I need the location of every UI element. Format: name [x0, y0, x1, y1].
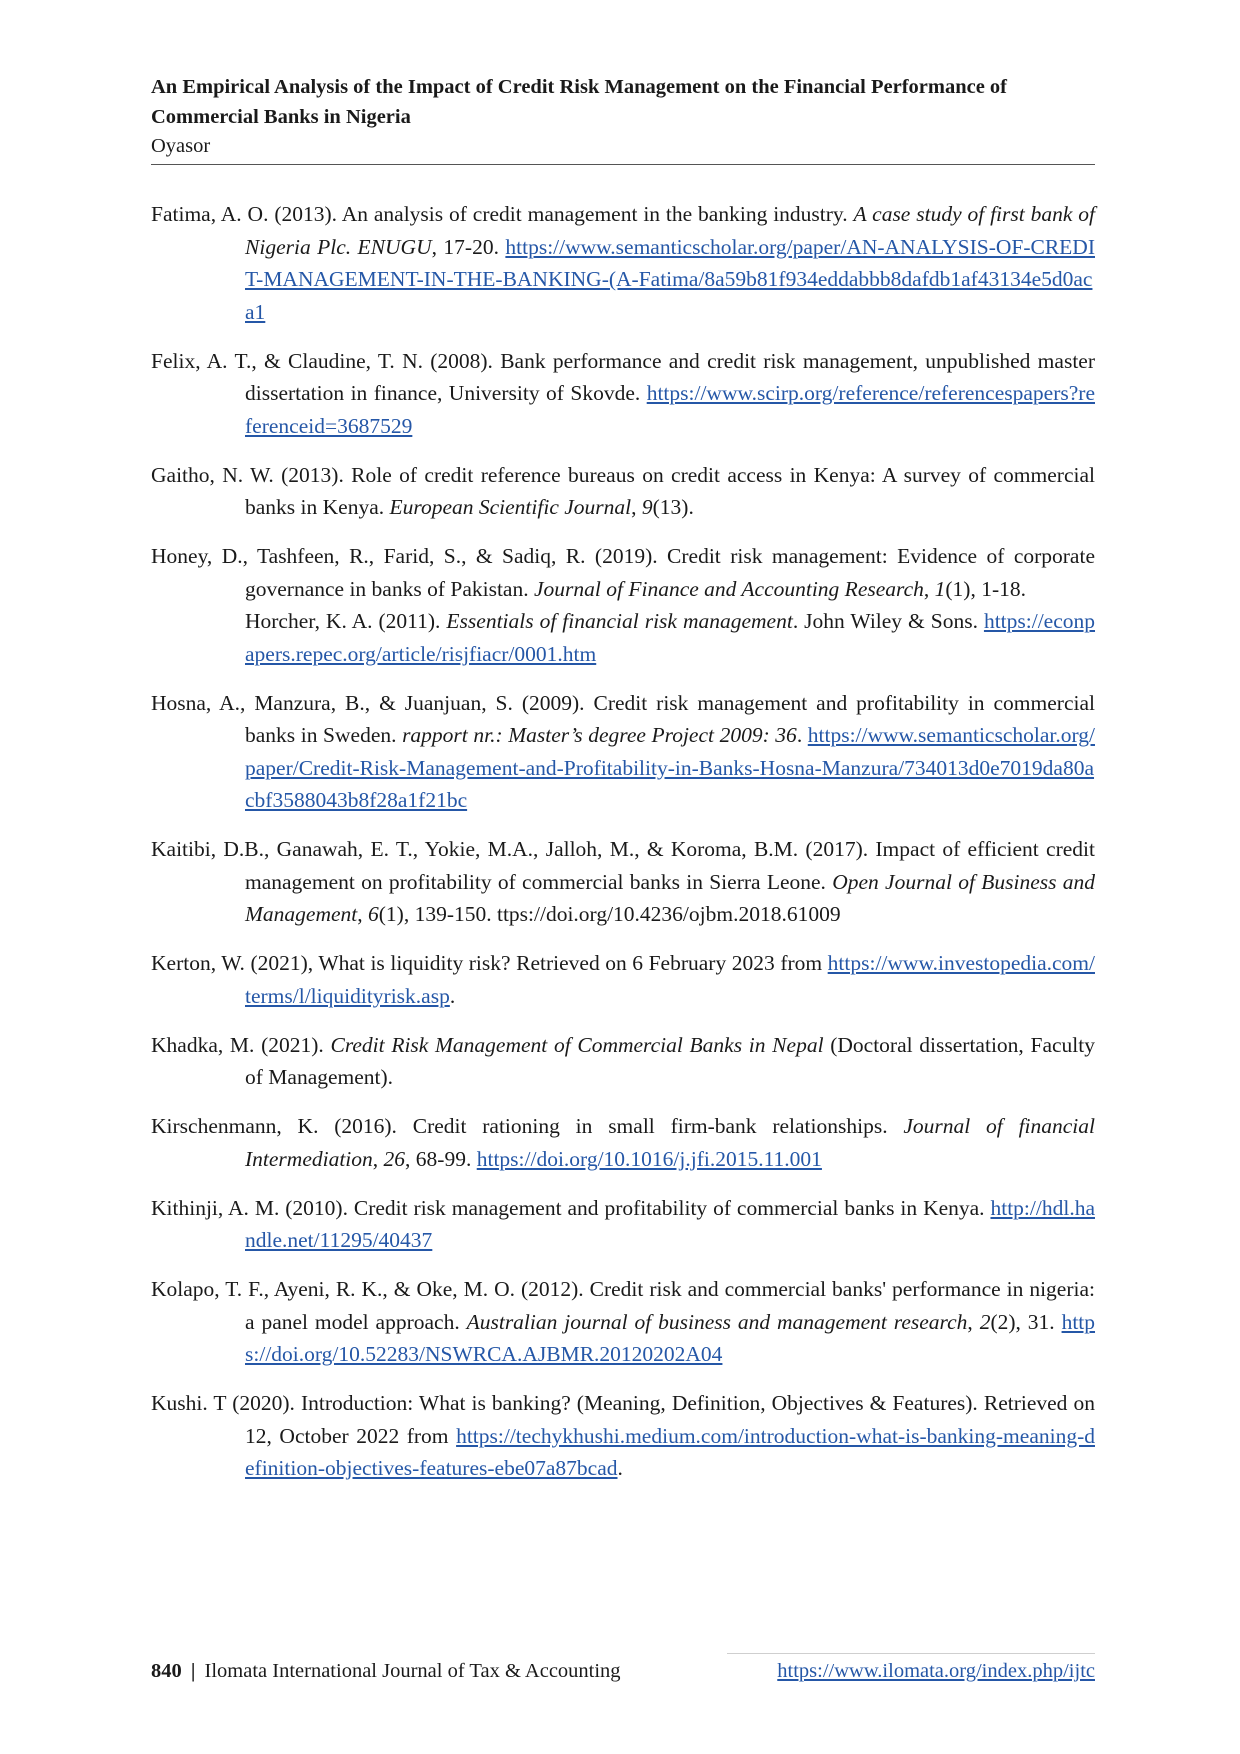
reference-italic: A case study of first bank of Nigeria Plc. ENUGU	[245, 202, 1095, 259]
reference-text: Kirschenmann, K. (2016). Credit rationing in small firm-bank relationships.	[151, 1114, 904, 1138]
reference-text: Kithinji, A. M. (2010). Credit risk management and profitability of commercial banks in Kenya.	[151, 1195, 991, 1220]
reference-italic: Essentials of financial risk management	[446, 609, 793, 633]
reference-text: .	[796, 723, 808, 747]
footer-separator: |	[190, 1660, 196, 1682]
reference-text: Kushi. T (2020). Introduction: What is banking? (Meaning, Definition, Objectives & Features). Retrieved on 12, October 2022 from	[151, 1391, 1095, 1448]
reference-text: Felix, A. T., & Claudine, T. N. (2008). Bank performance and credit risk management, unpublished master dissertation in finance, University of Skovde.	[151, 348, 1095, 405]
reference-text: (1), 139-150. ttps://doi.org/10.4236/ojbm.2018.61009	[378, 902, 841, 926]
reference-text: Fatima, A. O. (2013). An analysis of credit management in the banking industry.	[151, 202, 854, 226]
reference-link[interactable]: https://doi.org/10.52283/NSWRCA.AJBMR.20120202A04	[245, 1309, 1096, 1366]
reference-entry	[151, 1273, 1095, 1371]
reference-text: Gaitho, N. W. (2013). Role of credit reference bureaus on credit access in Kenya: A survey of commercial banks in Kenya.	[151, 462, 1095, 519]
reference-text: , 17-20.	[431, 234, 506, 259]
reference-text: (2), 31.	[990, 1309, 1062, 1334]
reference-text: Kolapo, T. F., Ayeni, R. K., & Oke, M. O. (2012). Credit risk and commercial banks' performance in nigeria: a panel model approach.	[151, 1277, 1095, 1334]
reference-subentry	[245, 605, 1095, 670]
reference-italic: 6	[368, 902, 379, 926]
reference-link[interactable]: https://techykhushi.medium.com/introduction-what-is-banking-meaning-definition-objectives-features-ebe07a87bcad	[245, 1423, 1095, 1480]
reference-entry	[151, 1029, 1095, 1094]
reference-link[interactable]: http://hdl.handle.net/11295/40437	[245, 1195, 1095, 1252]
journal-name: Ilomata International Journal of Tax & Accounting	[204, 1660, 621, 1682]
reference-list	[151, 198, 1095, 1501]
reference-italic: Australian journal of business and management research	[466, 1309, 968, 1334]
reference-text: Hosna, A., Manzura, B., & Juanjuan, S. (2009). Credit risk management and profitability in commercial banks in Sweden.	[151, 690, 1095, 747]
reference-link[interactable]: https://www.semanticscholar.org/paper/AN-ANALYSIS-OF-CREDIT-MANAGEMENT-IN-THE-BANKING-(A-Fatima/8a59b81f934eddabbb8dafdb1af43134e5d0aca1	[245, 234, 1095, 324]
reference-italic: Journal of Finance and Accounting Research	[533, 576, 924, 601]
reference-italic: 9	[641, 495, 653, 519]
reference-text: (Doctoral dissertation, Faculty of Management).	[245, 1032, 1095, 1089]
reference-entry	[151, 1110, 1095, 1175]
reference-italic: Journal of financial Intermediation	[245, 1114, 1096, 1171]
reference-link[interactable]: https://econpapers.repec.org/article/risjfiacr/0001.htm	[245, 609, 1096, 666]
reference-italic: rapport nr.: Master’s degree Project 2009: 36	[402, 723, 797, 747]
reference-text: , 68-99.	[405, 1146, 477, 1171]
reference-link[interactable]: https://www.scirp.org/reference/referencespapers?referenceid=3687529	[245, 381, 1095, 438]
reference-entry	[151, 833, 1095, 931]
reference-entry	[151, 345, 1095, 443]
reference-entry	[151, 459, 1095, 524]
reference-italic: European Scientific Journal	[389, 495, 632, 519]
reference-text: Honey, D., Tashfeen, R., Farid, S., & Sadiq, R. (2019). Credit risk management: Evidence of corporate governance in banks of Pakistan.	[151, 544, 1095, 601]
reference-text: ,	[372, 1146, 384, 1171]
reference-entry	[151, 198, 1095, 328]
reference-italic: Open Journal of Business and Management	[245, 869, 1095, 926]
page-footer	[151, 1657, 1095, 1685]
footer-divider	[727, 1653, 1095, 1654]
reference-italic: 1	[934, 576, 946, 601]
reference-text: Horcher, K. A. (2011).	[245, 609, 447, 633]
paper-author: Oyasor	[151, 135, 211, 157]
reference-text: (1), 1-18.	[945, 576, 1026, 601]
paper-title: An Empirical Analysis of the Impact of Credit Risk Management on the Financial Performance of Commercial Banks in Nigeria	[151, 76, 1007, 128]
reference-text: .	[617, 1456, 623, 1480]
reference-link[interactable]: https://doi.org/10.1016/j.jfi.2015.11.001	[476, 1146, 822, 1171]
reference-text: Khadka, M. (2021).	[151, 1032, 331, 1057]
journal-url-link[interactable]: https://www.ilomata.org/index.php/ijtc	[777, 1660, 1095, 1682]
reference-link[interactable]: https://www.investopedia.com/terms/l/liquidityrisk.asp	[245, 951, 1095, 1008]
page-number: 840	[151, 1660, 182, 1682]
reference-text: ,	[967, 1309, 980, 1334]
reference-text: (13).	[652, 495, 694, 519]
reference-entry	[151, 1387, 1095, 1485]
reference-text: .	[449, 983, 456, 1008]
reference-text: ,	[357, 902, 368, 926]
reference-text: ,	[923, 576, 935, 601]
reference-entry	[151, 540, 1095, 670]
reference-entry	[151, 947, 1095, 1012]
reference-entry	[151, 1192, 1095, 1257]
running-header	[151, 72, 1095, 160]
reference-text: Kerton, W. (2021), What is liquidity risk? Retrieved on 6 February 2023 from	[151, 951, 828, 975]
reference-entry	[151, 687, 1095, 817]
reference-text: ,	[631, 495, 642, 519]
reference-italic: 26	[383, 1146, 406, 1171]
reference-italic: 2	[979, 1309, 991, 1334]
reference-text: Kaitibi, D.B., Ganawah, E. T., Yokie, M.A., Jalloh, M., & Koroma, B.M. (2017). Impact of efficient credit management on profitability of commercial banks in Sierra Leone.	[151, 837, 1095, 894]
reference-link[interactable]: https://www.semanticscholar.org/paper/Credit-Risk-Management-and-Profitability-in-Banks-Hosna-Manzura/734013d0e7019da80acbf3588043b8f28a1f21bc	[245, 723, 1095, 812]
header-divider	[151, 164, 1095, 165]
reference-italic: Credit Risk Management of Commercial Banks in Nepal	[330, 1032, 824, 1057]
reference-text: . John Wiley & Sons.	[792, 609, 984, 633]
